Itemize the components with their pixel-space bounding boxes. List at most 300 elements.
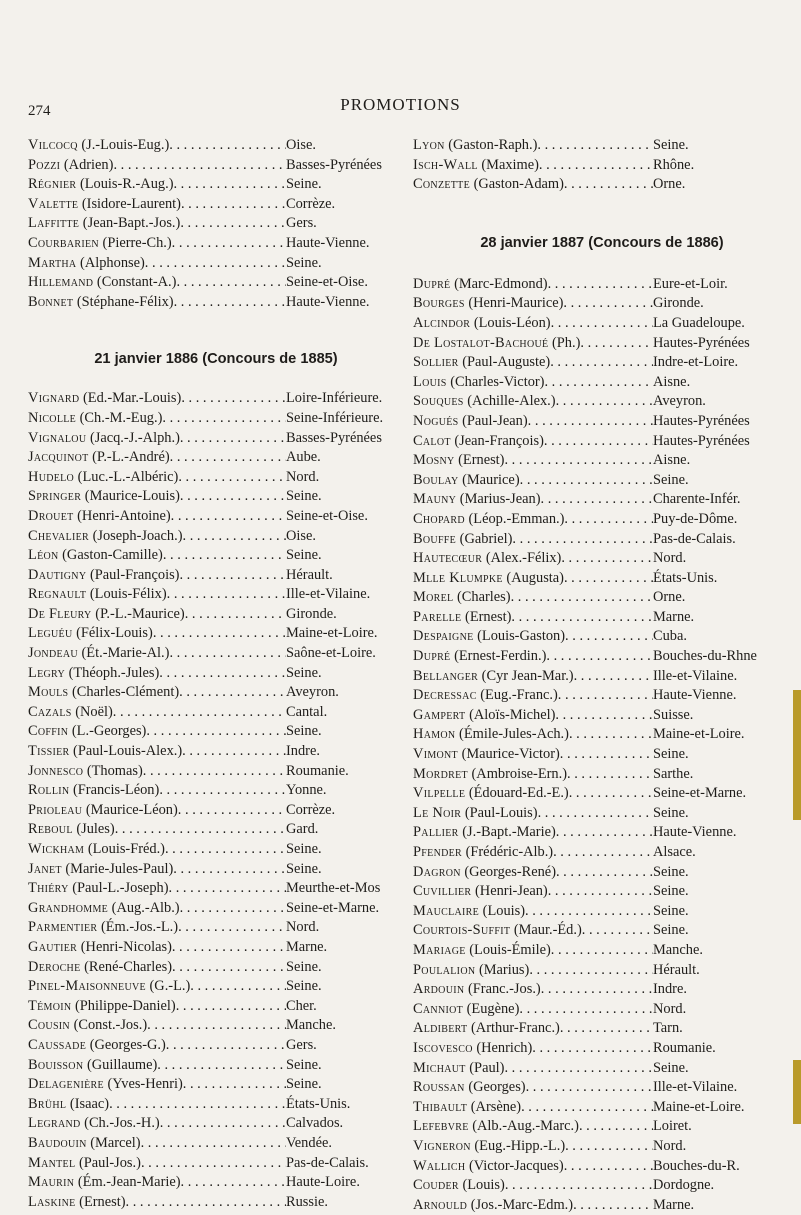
entry-name	[413, 784, 569, 804]
dot-leader	[504, 1059, 653, 1079]
entry-given-names: (Émile-Jules-Ach.)	[455, 726, 569, 743]
entry-given-names: (Alphonse)	[76, 254, 145, 271]
entry-given-names: (Marius-Jean)	[456, 491, 541, 508]
left-main-list	[28, 389, 404, 1212]
dot-leader	[555, 706, 653, 726]
entry-surname: Leguéu	[28, 625, 73, 642]
entry-surname: Cuvillier	[413, 883, 472, 900]
entry-name	[28, 527, 183, 547]
entry-row	[28, 389, 404, 409]
entry-name	[28, 958, 172, 978]
entry-row	[413, 1098, 791, 1118]
entry-given-names: (Frédéric-Alb.)	[462, 844, 554, 860]
entry-place: Eure-et-Loir.	[653, 275, 728, 292]
entry-place: Maine-et-Loire.	[286, 625, 378, 642]
entry-row	[413, 1176, 791, 1196]
entry-row	[28, 1134, 404, 1154]
dot-leader	[160, 1114, 286, 1134]
entry-place: Rhône.	[653, 156, 695, 173]
entry-row	[28, 1193, 404, 1213]
entry-place: Marne.	[653, 608, 695, 625]
entry-name	[28, 273, 176, 293]
entry-place: Pas-de-Calais.	[653, 530, 736, 547]
entry-place: Haute-Vienne.	[286, 234, 370, 251]
entry-row	[413, 843, 791, 863]
entry-name	[28, 840, 165, 860]
entry-given-names: (Alb.-Aug.-Marc.)	[468, 1118, 579, 1135]
entry-surname: Maurin	[28, 1174, 75, 1191]
entry-row	[413, 490, 791, 510]
entry-row	[413, 1000, 791, 1020]
entry-given-names: (Louis-Félix)	[86, 586, 167, 603]
entry-name	[413, 1078, 526, 1098]
entry-row	[28, 938, 404, 958]
entry-name	[28, 1075, 183, 1095]
entry-surname: Cousin	[28, 1017, 70, 1034]
entry-given-names: (Paul-Louis-Alex.)	[69, 743, 183, 760]
dot-leader	[579, 1117, 653, 1137]
entry-surname: Témoin	[28, 997, 72, 1014]
entry-place: Nord.	[653, 1000, 687, 1017]
dot-leader	[564, 569, 653, 589]
entry-place: Seine.	[286, 1076, 322, 1093]
entry-place: Orne.	[653, 589, 686, 606]
dot-leader	[162, 409, 286, 429]
entry-surname: Coffin	[28, 723, 69, 740]
dot-leader	[180, 214, 286, 234]
dot-leader	[556, 823, 653, 843]
entry-row	[28, 683, 404, 703]
entry-surname: Deroche	[28, 958, 81, 975]
dot-leader	[580, 334, 653, 354]
entry-name	[413, 627, 565, 647]
entry-given-names: (Marc-Edmond)	[450, 275, 548, 292]
dot-leader	[567, 765, 653, 785]
entry-given-names: (Paul-Jean)	[458, 412, 528, 429]
entry-place: Seine-et-Oise.	[286, 274, 368, 291]
entry-given-names: (Henri-Nicolas)	[77, 938, 172, 955]
entry-given-names: (Marius)	[475, 961, 530, 978]
dot-leader	[165, 840, 286, 860]
entry-name	[28, 899, 180, 919]
entry-given-names: (Théoph.-Jules)	[64, 664, 160, 681]
entry-given-names: (Paul)	[465, 1059, 505, 1076]
dot-leader	[546, 647, 653, 667]
entry-name	[413, 765, 567, 785]
entry-row	[28, 1056, 404, 1076]
dot-leader	[551, 314, 653, 334]
entry-row	[413, 1196, 791, 1215]
entry-given-names: (Ph.)	[548, 334, 581, 351]
entry-surname: Martha	[28, 254, 77, 271]
entry-surname: Nicolle	[28, 409, 77, 426]
entry-given-names: (Ém.-Jos.-L.)	[97, 919, 179, 936]
entry-surname: Jondeau	[28, 645, 78, 662]
entry-name	[413, 373, 544, 393]
running-head: PROMOTIONS	[340, 95, 461, 114]
dot-leader	[174, 293, 286, 313]
entry-name	[28, 997, 176, 1017]
entry-given-names: (Aug.-Alb.)	[108, 899, 180, 916]
entry-place: Hautes-Pyrénées	[653, 412, 750, 429]
entry-name	[413, 1117, 579, 1137]
entry-given-names: (Charles)	[453, 589, 511, 606]
entry-surname: Nogués	[413, 412, 459, 429]
entry-given-names: (Achille-Alex.)	[463, 393, 556, 410]
entry-row	[28, 1114, 404, 1134]
entry-place: Basses-Pyrénées	[286, 156, 382, 173]
entry-surname: Conzette	[413, 176, 470, 193]
margin-mark	[793, 690, 801, 820]
entry-place: Seine-et-Marne.	[653, 785, 747, 802]
entry-place: Indre.	[286, 743, 320, 760]
entry-row	[28, 1095, 404, 1115]
entry-place: Vendée.	[286, 1134, 332, 1151]
entry-name	[28, 664, 159, 684]
entry-place: Aube.	[286, 449, 321, 466]
entry-surname: Hudelo	[28, 468, 75, 485]
entry-name	[413, 1098, 521, 1118]
entry-name	[28, 1095, 109, 1115]
entry-surname: Boulay	[413, 471, 459, 488]
entry-row	[28, 820, 404, 840]
entry-name	[28, 820, 115, 840]
entry-given-names: (L.-Georges)	[68, 723, 147, 740]
entry-given-names: (Gaston-Adam)	[469, 176, 564, 193]
entry-surname: Legrand	[28, 1115, 81, 1132]
entry-given-names: (Louis-Gaston)	[473, 628, 566, 645]
entry-place: Ille-et-Vilaine.	[653, 1079, 738, 1096]
entry-given-names: (Georges-G.)	[86, 1036, 166, 1053]
entry-name	[28, 1134, 141, 1154]
entry-row	[28, 624, 404, 644]
entry-place: Maine-et-Loire.	[653, 1098, 745, 1115]
dot-leader	[564, 510, 653, 530]
entry-place: Haute-Vienne.	[286, 293, 370, 310]
dot-leader	[544, 432, 653, 452]
dot-leader	[561, 549, 653, 569]
entry-surname: Alcindor	[413, 314, 471, 331]
entry-surname: Michaut	[413, 1059, 466, 1076]
dot-leader	[169, 644, 286, 664]
dot-leader	[541, 980, 653, 1000]
entry-place: Seine.	[653, 137, 689, 153]
entry-given-names: (Paul-Louis)	[461, 804, 538, 821]
entry-row	[413, 725, 791, 745]
entry-surname: Mlle Klumpke	[413, 569, 503, 586]
entry-place: Corrèze.	[286, 801, 336, 818]
entry-row	[413, 392, 791, 412]
entry-place: Hérault.	[653, 961, 700, 978]
entry-given-names: (Alex.-Félix)	[482, 550, 562, 567]
entry-given-names: (Henrich)	[472, 1039, 533, 1056]
dot-leader	[183, 527, 286, 547]
entry-place: Manche.	[286, 1017, 336, 1034]
dot-leader	[550, 353, 653, 373]
entry-row	[28, 448, 404, 468]
entry-given-names: (Marie-Jules-Paul)	[61, 860, 174, 877]
entry-place: Saône-et-Loire.	[286, 645, 376, 662]
entry-row	[413, 961, 791, 981]
entry-given-names: (Édouard-Ed.-E.)	[465, 785, 569, 802]
entry-row	[413, 1157, 791, 1177]
entry-place: États-Unis.	[653, 569, 718, 586]
entry-name	[413, 1039, 532, 1059]
dot-leader	[180, 899, 286, 919]
entry-surname: Pfender	[413, 844, 462, 860]
entry-surname: Mariage	[413, 941, 466, 958]
entry-row	[413, 510, 791, 530]
entry-given-names: (Louis-Fréd.)	[84, 841, 165, 857]
entry-row	[28, 722, 404, 742]
entry-given-names: (Const.-Jos.)	[69, 1017, 148, 1034]
entry-given-names: (Jean-François)	[450, 432, 544, 449]
entry-place: Seine.	[653, 804, 689, 821]
entry-row	[28, 605, 404, 625]
entry-surname: Wallich	[413, 1157, 466, 1174]
entry-name	[413, 490, 541, 510]
entry-place: Gers.	[286, 1036, 317, 1053]
entry-surname: Jacquinot	[28, 449, 89, 466]
entry-name	[28, 1016, 147, 1036]
entry-name	[28, 742, 182, 762]
entry-row	[28, 507, 404, 527]
entry-surname: Despaigne	[413, 628, 474, 645]
entry-row	[413, 334, 791, 354]
right-column	[413, 136, 791, 1215]
entry-row	[28, 664, 404, 684]
entry-row	[413, 863, 791, 883]
entry-place: Cantal.	[286, 703, 328, 720]
entry-place: Roumanie.	[286, 762, 349, 779]
entry-given-names: (Philippe-Daniel)	[71, 997, 176, 1014]
entry-name	[413, 392, 556, 412]
entry-place: Seine.	[286, 488, 322, 505]
entry-row	[413, 569, 791, 589]
entry-surname: Parelle	[413, 608, 462, 625]
entry-given-names: (Ernest)	[75, 1193, 126, 1210]
entry-surname: Léon	[28, 547, 59, 564]
entry-surname: De Lostalot-Bachoué	[413, 334, 549, 351]
dot-leader	[178, 918, 286, 938]
entry-given-names: (Jos.-Marc-Edm.)	[467, 1196, 574, 1213]
entry-place: Gironde.	[286, 605, 337, 622]
entry-given-names: (Isaac)	[66, 1095, 110, 1112]
entry-row	[28, 977, 404, 997]
entry-given-names: (Eug.-Franc.)	[476, 687, 558, 704]
entry-row	[413, 471, 791, 491]
entry-place: Seine.	[286, 664, 322, 681]
entry-surname: Mosny	[413, 452, 455, 469]
entry-name	[413, 921, 582, 941]
dot-leader	[582, 921, 653, 941]
entry-name	[28, 566, 179, 586]
entry-name	[28, 605, 185, 625]
entry-name	[28, 156, 113, 176]
entry-place: Seine.	[286, 254, 322, 271]
entry-given-names: (Léop.-Emman.)	[464, 510, 565, 527]
entry-surname: Mauny	[413, 491, 457, 508]
entry-given-names: (Isidore-Laurent)	[78, 195, 181, 212]
section-title-1887: 28 janvier 1887 (Concours de 1886)	[480, 234, 724, 251]
entry-name	[413, 275, 548, 295]
entry-place: Bouches-du-R.	[653, 1157, 740, 1174]
entry-name	[28, 938, 172, 958]
entry-given-names: (J.-Bapt.-Marie)	[458, 824, 556, 841]
entry-row	[28, 781, 404, 801]
entry-place: Russie.	[286, 1193, 328, 1210]
dot-leader	[113, 703, 286, 723]
entry-row	[413, 745, 791, 765]
entry-name	[28, 918, 178, 938]
entry-row	[28, 1173, 404, 1193]
entry-surname: Poulalion	[413, 961, 476, 978]
entry-place: Haute-Vienne.	[653, 824, 737, 841]
dot-leader	[179, 683, 286, 703]
entry-row	[28, 468, 404, 488]
entry-given-names: (Ch.-Jos.-H.)	[80, 1115, 160, 1132]
entry-place: Seine.	[653, 863, 689, 880]
entry-given-names: (Paul-Auguste)	[458, 354, 551, 371]
entry-given-names: (Cyr Jean-Mar.)	[478, 667, 574, 684]
entry-surname: Aldibert	[413, 1020, 468, 1037]
entry-surname: Thiéry	[28, 880, 69, 897]
entry-place: Nord.	[286, 468, 320, 485]
entry-place: Oise.	[286, 527, 316, 544]
entry-surname: Bourges	[413, 295, 465, 312]
entry-surname: Reboul	[28, 821, 73, 838]
entry-row	[413, 765, 791, 785]
dot-leader	[573, 1196, 653, 1215]
entry-given-names: (Gaston-Raph.)	[444, 137, 538, 153]
entry-row	[413, 647, 791, 667]
entry-row	[413, 156, 791, 176]
entry-surname: Rollin	[28, 782, 70, 799]
entry-row	[413, 175, 791, 195]
entry-name	[413, 136, 537, 156]
dot-leader	[532, 1039, 653, 1059]
entry-name	[413, 1059, 504, 1079]
entry-place: Seine.	[286, 1056, 322, 1073]
entry-surname: Pozzi	[28, 156, 61, 173]
entry-given-names: (Franc.-Jos.)	[464, 981, 541, 998]
dot-leader	[560, 745, 653, 765]
entry-place: Manche.	[653, 941, 703, 958]
dot-leader	[170, 448, 286, 468]
entry-name	[28, 234, 172, 254]
entry-given-names: (Gabriel)	[456, 530, 513, 547]
entry-row	[28, 958, 404, 978]
entry-given-names: (René-Charles)	[80, 958, 173, 975]
entry-row	[413, 686, 791, 706]
entry-row	[28, 234, 404, 254]
entry-place: Cher.	[286, 997, 317, 1014]
dot-leader	[172, 938, 286, 958]
entry-given-names: (Aloïs-Michel)	[465, 706, 556, 723]
entry-name	[28, 762, 143, 782]
entry-row	[413, 373, 791, 393]
entry-row	[28, 1075, 404, 1095]
entry-given-names: (Louis)	[458, 1177, 505, 1194]
right-top-list	[413, 136, 791, 195]
dot-leader	[548, 275, 653, 295]
entry-row	[28, 175, 404, 195]
entry-name	[413, 823, 556, 843]
entry-place: Gers.	[286, 215, 317, 232]
entry-surname: Jonnesco	[28, 762, 84, 779]
entry-given-names: (Paul-Jos.)	[75, 1154, 141, 1171]
entry-row	[413, 275, 791, 295]
entry-given-names: (Henri-Jean)	[471, 883, 548, 900]
entry-place: Meurthe-et-Mos	[286, 880, 381, 897]
entry-place: Puy-de-Dôme.	[653, 510, 738, 527]
dot-leader	[521, 1098, 653, 1118]
entry-given-names: (Maurice-Louis)	[81, 488, 180, 505]
entry-row	[28, 566, 404, 586]
dot-leader	[563, 294, 653, 314]
dot-leader	[529, 961, 653, 981]
entry-surname: Wickham	[28, 841, 85, 857]
dot-leader	[551, 941, 653, 961]
entry-place: Seine.	[653, 1059, 689, 1076]
entry-row	[413, 980, 791, 1000]
dot-leader	[526, 1078, 653, 1098]
entry-place: Hérault.	[286, 566, 333, 583]
entry-surname: Gautier	[28, 938, 78, 955]
dot-leader	[512, 530, 653, 550]
entry-surname: Laskine	[28, 1193, 76, 1210]
dot-leader	[553, 843, 653, 863]
entry-row	[28, 840, 404, 860]
dot-leader	[109, 1095, 286, 1115]
entry-place: Seine-et-Oise.	[286, 507, 368, 524]
entry-place: Nord.	[653, 1137, 687, 1154]
entry-name	[413, 686, 558, 706]
left-top-list	[28, 136, 404, 312]
entry-name	[413, 1000, 519, 1020]
entry-given-names: (Charles-Victor)	[446, 373, 545, 390]
entry-given-names: (Luc.-L.-Albéric)	[74, 468, 179, 485]
entry-surname: Pinel-Maisonneuve	[28, 978, 146, 995]
entry-surname: Mouls	[28, 684, 69, 701]
entry-given-names: (Ch.-M.-Eug.)	[76, 409, 163, 426]
dot-leader	[141, 1134, 286, 1154]
entry-place: Seine.	[653, 922, 689, 939]
entry-given-names: (Jules)	[72, 821, 115, 838]
entry-row	[413, 902, 791, 922]
entry-row	[28, 136, 404, 156]
entry-surname: Pallier	[413, 824, 459, 841]
entry-surname: De Fleury	[28, 605, 92, 622]
dot-leader	[564, 175, 653, 195]
entry-place: Seine-Inférieure.	[286, 409, 384, 426]
entry-name	[413, 804, 538, 824]
entry-surname: Cazals	[28, 703, 72, 720]
dot-leader	[565, 1137, 653, 1157]
entry-surname: Brühl	[28, 1095, 67, 1112]
entry-surname: Regnault	[28, 586, 87, 603]
dot-leader	[558, 686, 653, 706]
entry-place: Sarthe.	[653, 765, 694, 782]
entry-row	[413, 353, 791, 373]
entry-surname: Louis	[413, 373, 447, 390]
entry-given-names: (Ernest)	[461, 608, 512, 625]
entry-name	[28, 293, 174, 313]
entry-name	[28, 644, 169, 664]
entry-row	[28, 644, 404, 664]
entry-given-names: (Noël)	[71, 703, 113, 720]
left-column	[28, 136, 404, 1212]
